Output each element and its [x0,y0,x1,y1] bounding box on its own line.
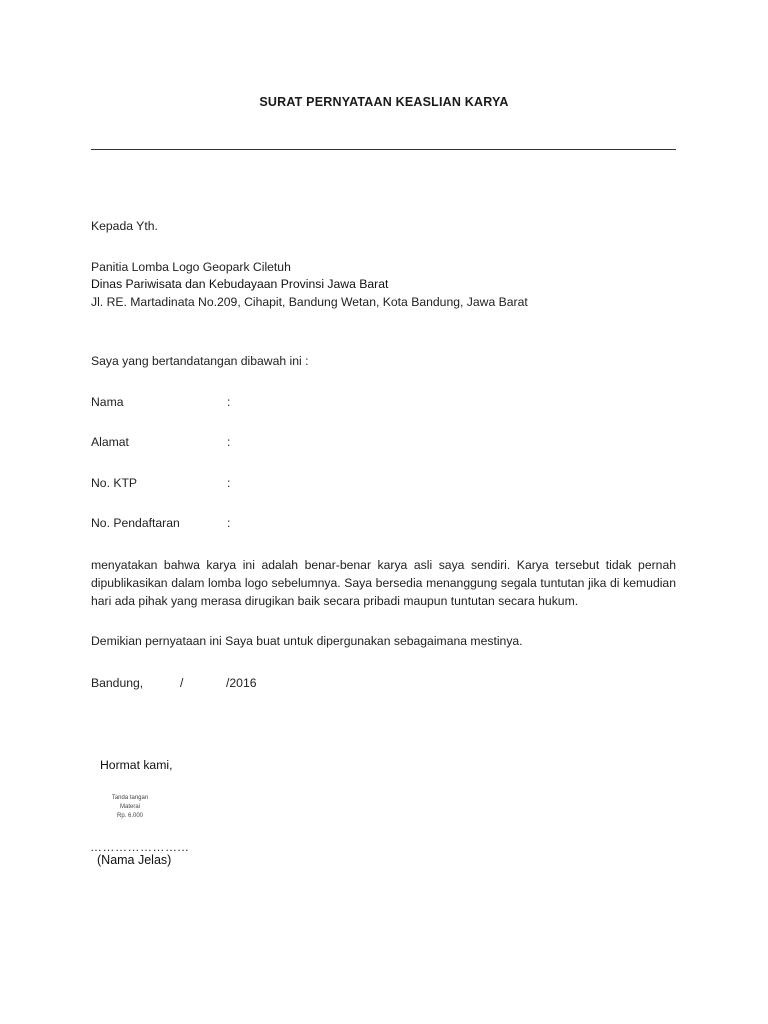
intro-text: Saya yang bertandatangan dibawah ini : [91,354,309,368]
signature-line: …………………... [90,840,190,854]
place-label: Bandung, [91,676,144,690]
stamp-placeholder [100,794,160,821]
recipient-address: Jl. RE. Martadinata No.209, Cihapit, Bandung Wetan, Kota Bandung, Jawa Barat [91,295,528,309]
date-slash-1: / [180,676,184,690]
field-colon-pendaftaran: : [227,516,231,530]
field-label-nama: Nama [91,395,124,409]
field-colon-nama: : [227,395,231,409]
signature-name: (Nama Jelas) [97,853,172,867]
field-label-pendaftaran: No. Pendaftaran [91,516,180,530]
stamp-line-1: Tanda tangan [111,795,149,801]
closing-sentence: Demikian pernyataan ini Saya buat untuk dipergunakan sebagaimana mestinya. [91,634,523,648]
regards-text: Hormat kami, [100,758,173,772]
date-year: /2016 [226,676,257,690]
document-title: SURAT PERNYATAAN KEASLIAN KARYA [259,95,509,109]
field-label-ktp: No. KTP [91,476,138,490]
stamp-line-3: Rp. 6.000 [116,813,144,819]
field-colon-ktp: : [227,476,231,490]
statement-paragraph: menyatakan bahwa karya ini adalah benar-benar karya asli saya sendiri. Karya tersebut tidak pernah dipublikasikan dalam lomba logo sebelumnya. Saya bersedia menanggung segala tuntutan jika di kemudian hari ada pihak yang merasa dirugikan baik secara pribadi maupun tuntutan secara hukum. [91,558,676,608]
recipient-committee: Panitia Lomba Logo Geopark Ciletuh [91,260,291,274]
field-label-alamat: Alamat [91,435,129,449]
title-underline [91,149,676,150]
greeting: Kepada Yth. [91,219,158,233]
field-colon-alamat: : [227,435,231,449]
stamp-line-2: Materai [119,804,140,810]
recipient-agency: Dinas Pariwisata dan Kebudayaan Provinsi Jawa Barat [91,277,389,291]
